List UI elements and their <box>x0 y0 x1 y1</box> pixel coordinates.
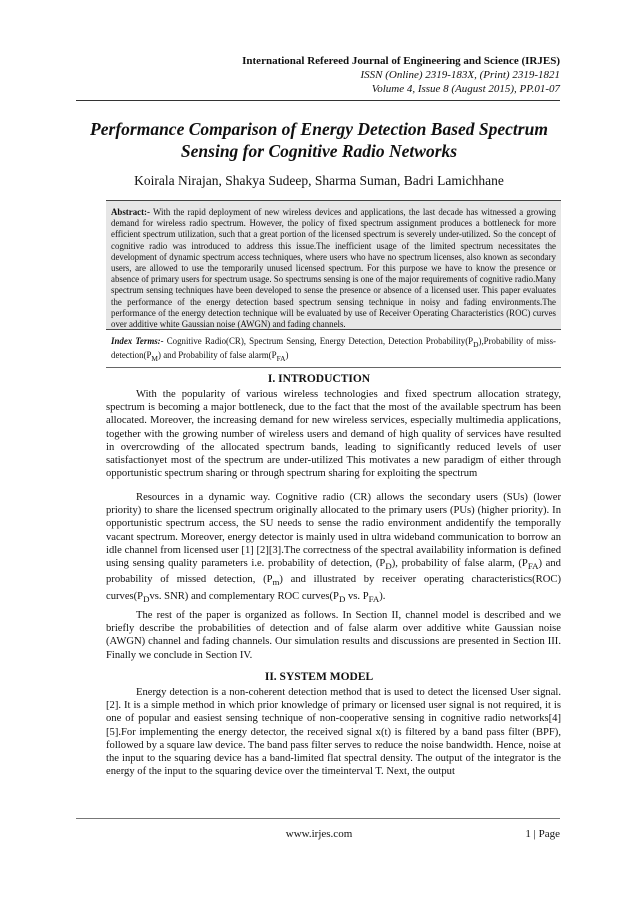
journal-header <box>242 54 560 96</box>
footer-page-number: 1 | Page <box>525 828 560 840</box>
author-list: Koirala Nirajan, Shakya Sudeep, Sharma Suman, Badri Lamichhane <box>134 173 504 188</box>
abstract-box <box>106 200 561 330</box>
journal-volume: Volume 4, Issue 8 (August 2015), PP.01-07 <box>371 83 560 95</box>
header-rule <box>76 100 560 101</box>
section-heading-system-model: II. SYSTEM MODEL <box>264 671 374 683</box>
index-terms: Index Terms:- Cognitive Radio(CR), Spectrum Sensing, Energy Detection, Detection $Probability(P_D),Probability$ of miss-$detection(P_M)$ and Probability of false $alarm(P_{FA})$ <box>106 334 561 368</box>
intro-paragraph-1: With the popularity of various wireless technologies and fixed spectrum allocation strategy, spectrum is becoming a major bottleneck, due to the fact that the most of the available spectrum has been allocated. Moreover, the increasing demand for new wireless services, especially multimedia applications, together with the growing number of wireless users and demand of high quality of services have resulted in overcrowding of the allocated spectrum bands, leading to significantly reduced levels of user satisfactionyet most of the spectrum are under-utilized This motivates a new paradigm of either through opportunistic spectrum sharing or through spectrum sharing for exploiting the spectrum <box>106 389 561 480</box>
paper-title: Performance Comparison of Energy Detection Based Spectrum Sensing for Cognitive Radio Networks <box>90 119 548 161</box>
intro-paragraph-2: Resources in a dynamic way. Cognitive radio (CR) allows the secondary users (SUs) (lower priority) to share the licensed spectrum originally allocated to the primary users (PUs) (higher priority). In opportunistic spectrum access, the SU needs to sense the radio environment andidentify the temporally vacant spectrum. Moreover, energy detector is mainly used in ultra wideband communication to borrow an idle channel from licensed user [1] [2][3].The correctness of the spectral availability information is defined using sensing quality parameters i.e. probability of detection, $(P_D)$, probability of false alarm, $(P_{FA})$ and probability of missed detection, $(P_m)$ and illustrated by receiver operating characteristics(ROC) $curves(P_Dvs$. SNR) and complementary ROC $curves(P_D$ vs. $P_{FA}$). <box>106 492 561 604</box>
footer-rule <box>76 818 560 819</box>
journal-issn: ISSN (Online) 2319-183X, (Print) 2319-1821 <box>360 69 560 81</box>
section-heading-introduction: I. INTRODUCTION <box>267 373 371 385</box>
journal-name: International Refereed Journal of Engineering and Science (IRJES) <box>242 55 560 67</box>
footer-url: www.irjes.com <box>285 828 353 840</box>
abstract-text: Abstract:- With the rapid deployment of new wireless devices and applications, the last decade has witnessed a growing demand for wireless radio spectrum. However, the policy of fixed spectrum assignment produces a bottleneck for more efficient spectrum utilization, such that a great portion of the licensed spectrum is severely under-utilized. So the concept of cognitive radio was introduced to address this issue.The inefficient usage of the limited spectrum necessitates the development of dynamic spectrum access techniques, where users who have no spectrum licenses, also known as secondary users, are allowed to use the temporarily unused licensed spectrum. For this purpose we have to know the presence or absence of primary users for spectrum usage. So spectrums sensing is one of the major requirements of cognitive radio.Many spectrum sensing techniques have been developed to sense the presence or absence of a licensed user. This paper evaluates the performance of the energy detection based spectrum sensing technique in noisy and fading environments.The performance of the energy detection technique will be evaluated by use of Receiver Operating Characteristics (ROC) curves over additive white Gaussian noise (AWGN) and fading channels. <box>111 207 556 330</box>
intro-paragraph-3: The rest of the paper is organized as follows. In Section II, channel model is described and we briefly describe the probabilities of detection and of false alarm over additive white Gaussian noise (AWGN) channel and fading channels. Our simulation results and discussions are presented in Section III. Finally we conclude in Section IV. <box>106 610 561 661</box>
system-model-paragraph-1: Energy detection is a non-coherent detection method that is used to detect the licensed User signal. [2]. It is a simple method in which prior knowledge of primary or licensed user signal is not required, it is one of popular and easiest sensing technique of non-cooperative sensing in cognitive radio networks[4][5].For implementing the energy detector, the received signal x(t) is filtered by a band pass filter (BPF), followed by a square law device. The band pass filter serves to reduce the noise bandwidth. Hence, noise at the input to the squaring device has a band-limited flat spectral density. The output of the integrator is the energy of the input to the squaring device over the timeinterval T. Next, the output <box>106 687 561 778</box>
